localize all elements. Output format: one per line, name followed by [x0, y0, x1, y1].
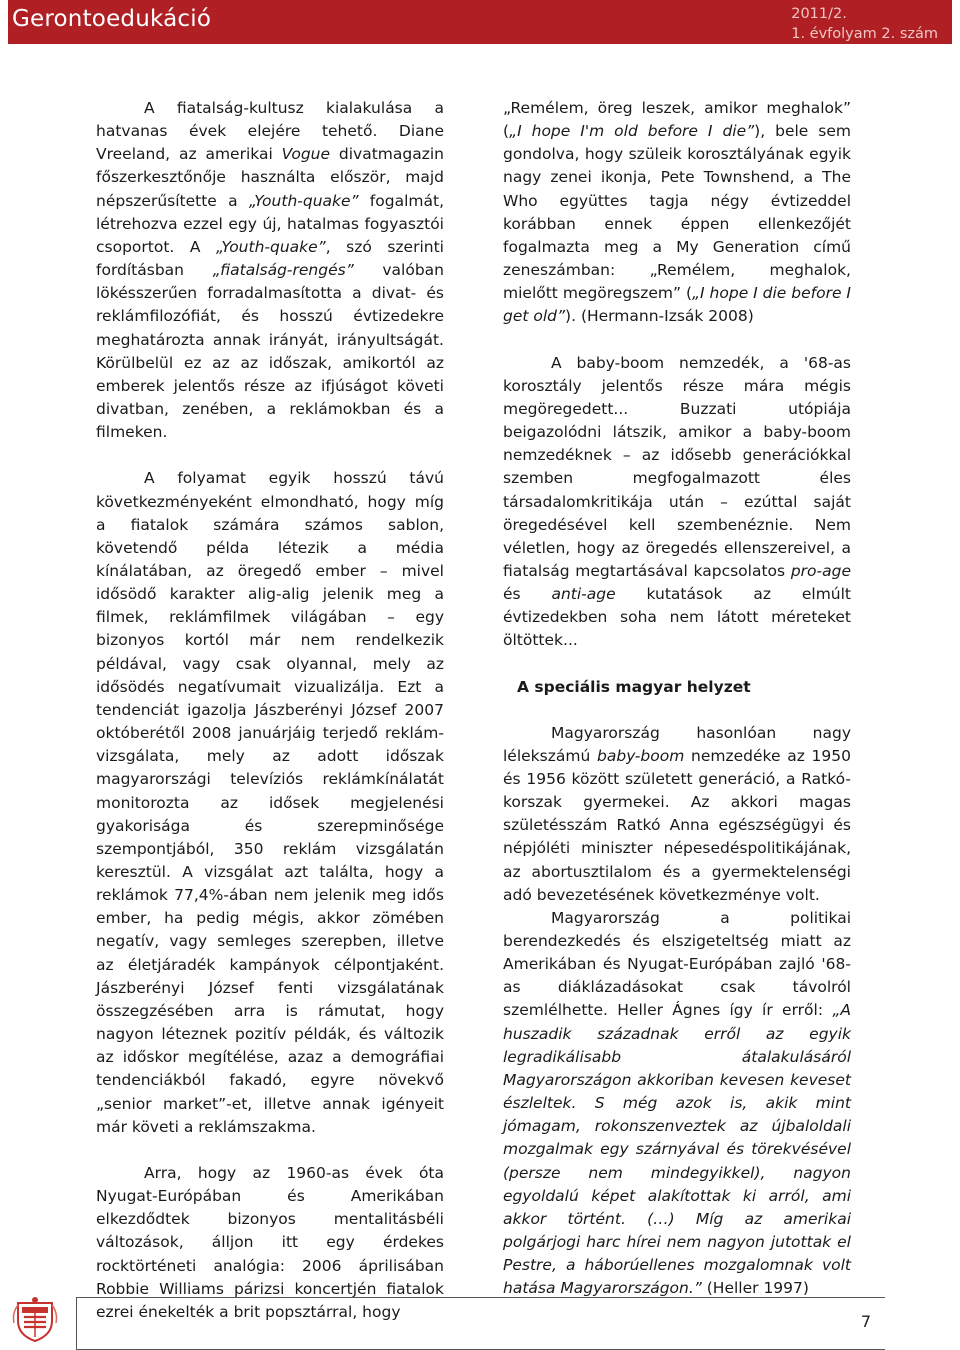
paragraph-youth-quake: A fiatalság-kultusz kialakulása a hatvanas évek elejére tehető. Diane Vreeland, az amerikai Vogue divatmagazin főszerkesztőnője használta először, majd népszerűsítette a „Youth-quake” fogalmát, létrehozva ezzel egy új, hatalmas fogyasztói csoportot. A „Youth-quake”, szó szerinti fordításban „fiatalság-rengés” valóban lökésszerűen forradalmasította a divat- és reklámfilozófiát, és hosszú évtizedekre meghatározta annak irányát, irányultságát. Körülbelül ez az az időszak, amikortól az emberek jelentős része az ifjúságot követi divatban, zenében, a reklámokban és a filmeken. [96, 99, 444, 442]
paragraph-rock-analogy: Arra, hogy az 1960-as évek óta Nyugat-Európában és Amerikában elkezdődtek bizonyos mentalitásbéli változások, álljon itt egy érdekes rocktörténeti analógia: 2006 áprilisában Robbie Williams párizsi koncertjén fiatalok ezrei énekelték a brit popsztárral, hogy [96, 1163, 444, 1321]
right-column [503, 97, 851, 1301]
issue-info [791, 4, 938, 44]
footer-box [76, 1297, 885, 1350]
left-column [96, 97, 444, 1324]
paragraph-ratko-era: Magyarország hasonlóan nagy lélekszámú baby-boom nemzedéke az 1950 és 1956 között született generáció, a Ratkó-korszak gyermekei. Az akkori magas születésszám Ratkó Anna egészségügyi és népjóléti miniszter népesedéspolitikájának, az abortusztilalom és a gyermektelenségi adó bevezetésének következménye volt. [503, 723, 851, 904]
issue-volume: 1. évfolyam 2. szám [791, 26, 938, 42]
section-heading: A speciális magyar helyzet [517, 677, 751, 696]
page-header [0, 0, 952, 44]
issue-year: 2011/2. [791, 6, 847, 22]
page-number: 7 [860, 1312, 871, 1331]
university-crest-icon [10, 1293, 60, 1343]
paragraph-baby-boom: A baby-boom nemzedék, a '68-as korosztály jelentős része mára mégis megöregedett... Buzzati utópiája beigazolódni látszik, amikor a baby-boom nemzedéknek – az idősebb generációkkal szemben megfogalmazott éles társadalomkritikája után – ezúttal saját öregedésével kell szembenéznie. Nem véletlen, hogy az öregedés ellenszereivel, a fiatalság megtartásával kapcsolatos pro-age és anti-age kutatások az elmúlt évtizedekben soha nem látott méreteket öltöttek... [503, 353, 851, 650]
paragraph-song-quote: „Remélem, öreg leszek, amikor meghalok” („I hope I'm old before I die”), bele sem gondolva, hogy szüleik korosztályának egyik nagy zenei ikonja, Pete Townshend, a The Who együttes tagja négy évtizeddel korábban ennek éppen ellenkezőjét fogalmazta meg a My Generation című zeneszámban: „Remélem, meghalok, mielőtt megöregszem” („I hope I die before I get old”). (Hermann-Izsák 2008) [503, 99, 851, 326]
paragraph-advertising-study: A folyamat egyik hosszú távú következményeként elmondható, hogy míg a fiatalok számára számos sablon, követendő példa létezik a média kínálatában, az öregedő ember – mivel idősödő karakter alig-alig jelenik meg a filmek, reklámfilmek világában – egy bizonyos kortól már nem rendelkezik példával, vagy csak olyannal, mely az idősödés negatívumait vizualizálja. Ezt a tendenciát igazolja Jászberényi József 2007 októberétől 2008 januárjáig terjedő reklám-vizsgálata, mely az adott időszak magyarországi televíziós reklámkínálatát monitorozta az idősek megjelenési gyakorisága és szerepminősége szempontjából, 350 reklám vizsgálatán keresztül. A vizsgálat azt találta, hogy a reklámok 77,4%-ában nem jelenik meg idős ember, ha pedig mégis, akkor zömében negatív, vagy semleges szerepben, illetve az életjáradék kampányok célpontjaként. Jászberényi József fenti vizsgálatának összegzésében arra is rámutat, hogy nagyon léteznek pozitív példák, és változik az időskor megítélése, azaz a demográfiai tendenciákból fakadó, egyre növekvő „senior market”-et, illetve annak igényeit már követi a reklámszakma. [96, 469, 444, 1136]
journal-title: Gerontoedukáció [12, 6, 212, 32]
paragraph-heller-quote: Magyarország a politikai berendezkedés és elszigeteltség miatt az Amerikában és Nyugat-Európában zajló '68-as diáklázadásokat csak távolról szemlélhette. Heller Ágnes így ír erről: „A huszadik századnak erről az egyik legradikálisabb átalakulásáról Magyarországon akkoriban kevesen keveset észleltek. S még azok is, akik mint jómagam, rokonszenveztek az újbaloldali mozgalmak egy szárnyával és törekvésével (persze nem mindegyikkel), nagyon egyoldalú képet alakítottak ki arról, ami akkor történt. (…) Míg az amerikai polgárjogi harc hírei nem nagyon jutottak el Pestre, a háborúellenes mozgalomnak volt hatása Magyarországon.” (Heller 1997) [503, 908, 851, 1298]
